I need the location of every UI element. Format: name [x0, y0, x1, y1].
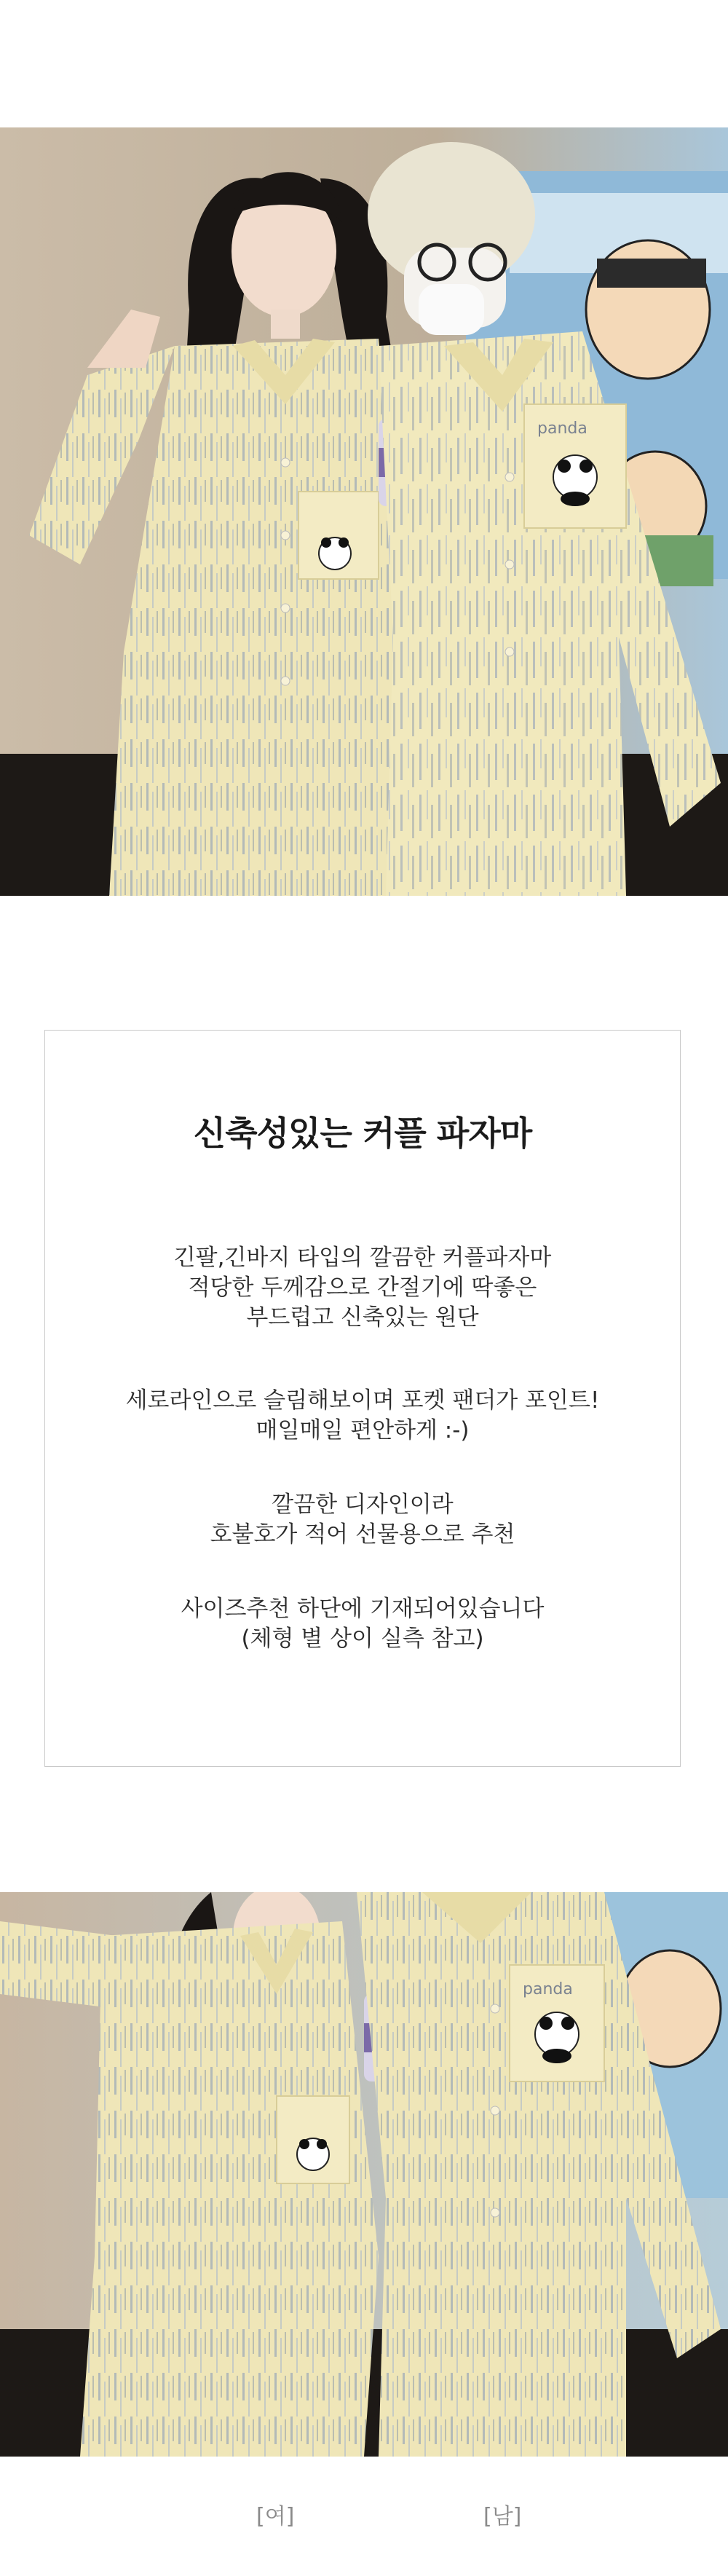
couple-pajama-photo-top — [0, 127, 728, 896]
description-line: 긴팔,긴바지 타입의 깔끔한 커플파자마 — [173, 1245, 552, 1271]
product-description-box — [44, 1030, 681, 1767]
description-line: (체형 별 상이 실측 참고) — [241, 1626, 484, 1652]
couple-pajama-photo-bottom — [0, 1892, 728, 2457]
description-line: 사이즈추천 하단에 기재되어있습니다 — [181, 1596, 545, 1622]
description-paragraph-3 — [45, 1490, 680, 1550]
description-paragraph-4 — [45, 1594, 680, 1654]
couple-pajama-illustration — [0, 1892, 728, 2457]
description-line: 적당한 두께감으로 간절기에 딱좋은 — [188, 1275, 537, 1301]
description-line: 매일매일 편안하게 :-) — [256, 1417, 470, 1443]
size-label-male: [남] — [483, 2504, 522, 2529]
couple-pajama-illustration — [0, 127, 728, 896]
pocket-tag-text: panda — [537, 420, 587, 438]
description-line: 세로라인으로 슬림해보이며 포켓 팬더가 포인트! — [125, 1387, 600, 1414]
description-paragraph-1 — [45, 1243, 680, 1333]
description-line: 깔끔한 디자인이라 — [272, 1492, 454, 1518]
description-title: 신축성있는 커플 파자마 — [193, 1114, 532, 1153]
description-line: 부드럽고 신축있는 원단 — [246, 1304, 479, 1331]
pocket-tag-text: panda — [523, 1980, 573, 1998]
description-line: 호불호가 적어 선물용으로 추천 — [210, 1521, 515, 1548]
description-paragraph-2 — [45, 1386, 680, 1446]
size-label-female: [여] — [256, 2504, 295, 2529]
